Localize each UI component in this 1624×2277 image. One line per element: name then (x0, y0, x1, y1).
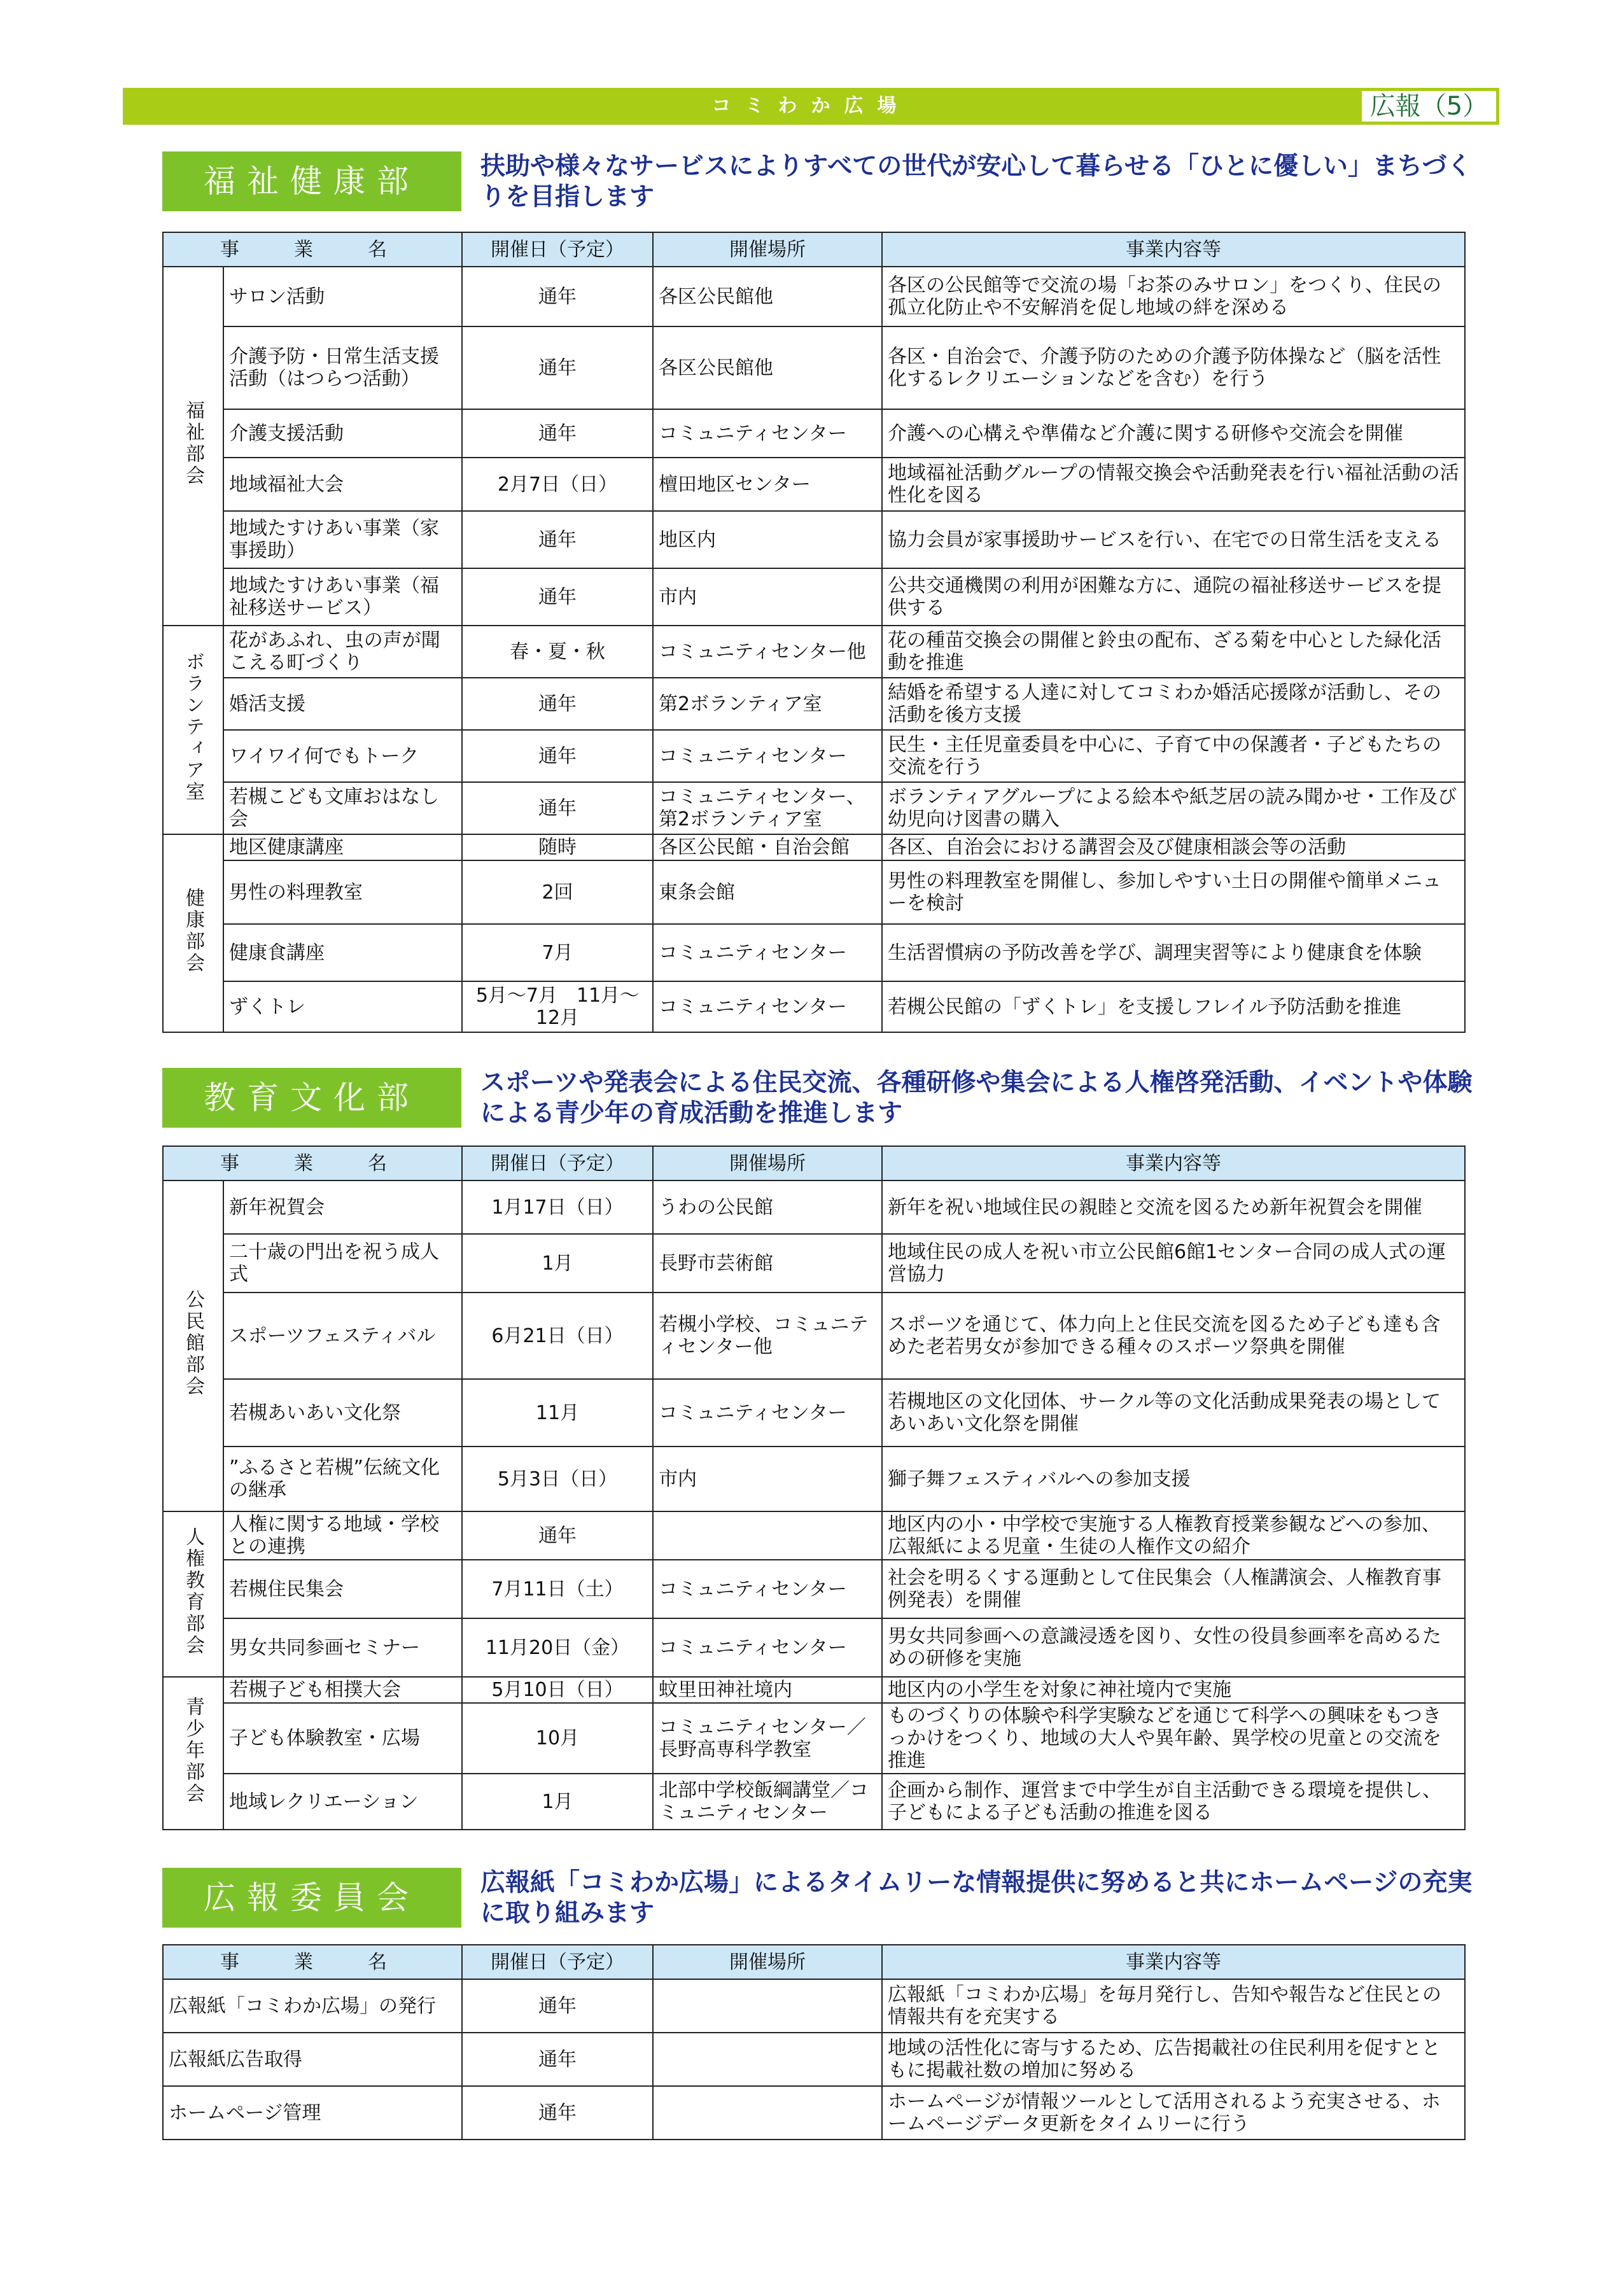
cell-date: 1月 (462, 1234, 653, 1293)
cell-date: 通年 (462, 1511, 653, 1560)
newsletter-name: コミわか広場 (711, 95, 911, 117)
table-row (163, 1447, 1465, 1511)
cell-desc: 各区・自治会で、介護予防のための介護予防体操など（脳を活性化するレクリエーションなどを含む）を行う (882, 326, 1465, 409)
group-label-cell (163, 1677, 223, 1830)
welfare-table (162, 232, 1466, 1033)
cell-date: 1月17日（日） (462, 1181, 653, 1234)
table-header-row (163, 1945, 1465, 1979)
table-row (163, 1181, 1465, 1234)
table-row (163, 834, 1465, 860)
cell-place: 市内 (653, 1447, 882, 1511)
cell-date: 11月 (462, 1379, 653, 1447)
cell-place: コミュニティセンター他 (653, 626, 882, 678)
group-label: ボランティア室 (182, 652, 204, 803)
table-row (163, 924, 1465, 981)
cell-desc: 広報紙「コミわか広場」を毎月発行し、告知や報告など住民との情報共有を充実する (882, 1979, 1465, 2033)
cell-date: 6月21日（日） (462, 1293, 653, 1379)
page-tag: 広報（5） (1359, 88, 1499, 125)
cell-desc: 獅子舞フェスティバルへの参加支援 (882, 1447, 1465, 1511)
table-row (163, 1703, 1465, 1774)
group-label: 福祉部会 (182, 400, 204, 487)
cell-desc: 各区、自治会における講習会及び健康相談会等の活動 (882, 834, 1465, 860)
cell-date: 通年 (462, 678, 653, 730)
table-row (163, 1618, 1465, 1677)
cell-desc: 協力会員が家事援助サービスを行い、在宅での日常生活を支える (882, 511, 1465, 568)
cell-name: 新年祝賀会 (223, 1181, 462, 1234)
cell-name: 広報紙広告取得 (163, 2033, 462, 2086)
section-title: 教育文化部 (162, 1068, 461, 1128)
cell-name: 男女共同参画セミナー (223, 1618, 462, 1677)
table-row (163, 2033, 1465, 2086)
cell-place: 北部中学校飯綱講堂／コミュニティセンター (653, 1774, 882, 1830)
cell-date: 通年 (462, 511, 653, 568)
cell-name: 若槻住民集会 (223, 1560, 462, 1618)
cell-name: 介護予防・日常生活支援活動（はつらつ活動） (223, 326, 462, 409)
cell-place: 蚊里田神社境内 (653, 1677, 882, 1703)
cell-name: 花があふれ、虫の声が聞こえる町づくり (223, 626, 462, 678)
cell-place: コミュニティセンター (653, 1618, 882, 1677)
column-header: 事 業 名 (163, 1146, 462, 1181)
cell-place (653, 2033, 882, 2086)
table-row (163, 1293, 1465, 1379)
cell-place: コミュニティセンター (653, 924, 882, 981)
cell-date: 通年 (462, 326, 653, 409)
cell-place: 長野市芸術館 (653, 1234, 882, 1293)
cell-name: 二十歳の門出を祝う成人式 (223, 1234, 462, 1293)
cell-date: 2回 (462, 860, 653, 924)
cell-place (653, 2086, 882, 2140)
table-header-row (163, 232, 1465, 267)
group-label: 人権教育部会 (182, 1527, 204, 1657)
cell-desc: 男女共同参画への意識浸透を図り、女性の役員参画率を高めるための研修を実施 (882, 1618, 1465, 1677)
cell-place: 各区公民館・自治会館 (653, 834, 882, 860)
cell-desc: 介護への心構えや準備など介護に関する研修や交流会を開催 (882, 409, 1465, 458)
cell-place: コミュニティセンター (653, 1379, 882, 1447)
column-header: 開催日（予定） (462, 232, 653, 267)
table-row (163, 1774, 1465, 1830)
table-row (163, 1511, 1465, 1560)
group-label: 青少年部会 (182, 1697, 204, 1805)
cell-name: 地区健康講座 (223, 834, 462, 860)
cell-date: 10月 (462, 1703, 653, 1774)
cell-place: 若槻小学校、コミュニティセンター他 (653, 1293, 882, 1379)
cell-date: 通年 (462, 2086, 653, 2140)
cell-desc: 社会を明るくする運動として住民集会（人権講演会、人権教育事例発表）を開催 (882, 1560, 1465, 1618)
cell-place: コミュニティセンター (653, 409, 882, 458)
cell-place: 東条会館 (653, 860, 882, 924)
cell-name: ワイワイ何でもトーク (223, 730, 462, 782)
table-row (163, 860, 1465, 924)
cell-name: 地域たすけあい事業（家事援助） (223, 511, 462, 568)
cell-desc: 各区の公民館等で交流の場「お茶のみサロン」をつくり、住民の孤立化防止や不安解消を促し地域の絆を深める (882, 267, 1465, 326)
cell-place (653, 1511, 882, 1560)
cell-name: 婚活支援 (223, 678, 462, 730)
cell-date: 7月11日（土） (462, 1560, 653, 1618)
column-header: 事 業 名 (163, 1945, 462, 1979)
cell-name: 地域たすけあい事業（福祉移送サービス） (223, 568, 462, 626)
cell-name: 男性の料理教室 (223, 860, 462, 924)
table-row (163, 1677, 1465, 1703)
section-title: 広報委員会 (162, 1868, 461, 1928)
table-row (163, 458, 1465, 511)
cell-date: 7月 (462, 924, 653, 981)
table-row (163, 267, 1465, 326)
cell-desc: 地域福祉活動グループの情報交換会や活動発表を行い福祉活動の活性化を図る (882, 458, 1465, 511)
cell-place: うわの公民館 (653, 1181, 882, 1234)
header-bar (123, 88, 1499, 125)
cell-desc: ボランティアグループによる絵本や紙芝居の読み聞かせ・工作及び幼児向け図書の購入 (882, 782, 1465, 834)
cell-desc: 企画から制作、運営まで中学生が自主活動できる環境を提供し、子どもによる子ども活動の推進を図る (882, 1774, 1465, 1830)
cell-place: 第2ボランティア室 (653, 678, 882, 730)
cell-place (653, 1979, 882, 2033)
cell-desc: ホームページが情報ツールとして活用されるよう充実させる、ホームページデータ更新をタイムリーに行う (882, 2086, 1465, 2140)
cell-name: 人権に関する地域・学校との連携 (223, 1511, 462, 1560)
table-row (163, 511, 1465, 568)
table-header-row (163, 1146, 1465, 1181)
cell-desc: 民生・主任児童委員を中心に、子育て中の保護者・子どもたちの交流を行う (882, 730, 1465, 782)
cell-date: 11月20日（金） (462, 1618, 653, 1677)
table-row (163, 1379, 1465, 1447)
cell-date: 5月～7月 11月～12月 (462, 981, 653, 1032)
cell-desc: 男性の料理教室を開催し、参加しやすい土日の開催や簡単メニューを検討 (882, 860, 1465, 924)
group-label-cell (163, 1511, 223, 1677)
cell-name: 広報紙「コミわか広場」の発行 (163, 1979, 462, 2033)
table-row (163, 409, 1465, 458)
cell-place: コミュニティセンター／長野高専科学教室 (653, 1703, 882, 1774)
table-row (163, 782, 1465, 834)
cell-name: 健康食講座 (223, 924, 462, 981)
cell-name: 若槻こども文庫おはなし会 (223, 782, 462, 834)
cell-name: 介護支援活動 (223, 409, 462, 458)
cell-date: 通年 (462, 782, 653, 834)
group-label-cell (163, 626, 223, 834)
cell-place: コミュニティセンター (653, 981, 882, 1032)
section-tagline: スポーツや発表会による住民交流、各種研修や集会による人権啓発活動、イベントや体験による青少年の育成活動を推進します (480, 1068, 1473, 1128)
group-label-cell (163, 267, 223, 626)
column-header: 開催日（予定） (462, 1146, 653, 1181)
table-row (163, 568, 1465, 626)
cell-name: ずくトレ (223, 981, 462, 1032)
cell-name: 若槻子ども相撲大会 (223, 1677, 462, 1703)
cell-name: スポーツフェスティバル (223, 1293, 462, 1379)
column-header: 開催場所 (653, 1146, 882, 1181)
table-row (163, 326, 1465, 409)
cell-date: 2月7日（日） (462, 458, 653, 511)
cell-desc: ものづくりの体験や科学実験などを通じて科学への興味をもつきっかけをつくり、地域の大人や異年齢、異学校の児童との交流を推進 (882, 1703, 1465, 1774)
cell-desc: 若槻公民館の「ずくトレ」を支援しフレイル予防活動を推進 (882, 981, 1465, 1032)
column-header: 開催場所 (653, 1945, 882, 1979)
cell-desc: 若槻地区の文化団体、サークル等の文化活動成果発表の場としてあいあい文化祭を開催 (882, 1379, 1465, 1447)
table-row (163, 1234, 1465, 1293)
table-row (163, 626, 1465, 678)
cell-name: サロン活動 (223, 267, 462, 326)
cell-place: 各区公民館他 (653, 326, 882, 409)
cell-place: 檀田地区センター (653, 458, 882, 511)
table-row (163, 981, 1465, 1032)
column-header: 開催日（予定） (462, 1945, 653, 1979)
column-header: 事業内容等 (882, 1945, 1465, 1979)
cell-desc: 新年を祝い地域住民の親睦と交流を図るため新年祝賀会を開催 (882, 1181, 1465, 1234)
cell-date: 5月10日（日） (462, 1677, 653, 1703)
cell-desc: 結婚を希望する人達に対してコミわか婚活応援隊が活動し、その活動を後方支援 (882, 678, 1465, 730)
table-row (163, 2086, 1465, 2140)
cell-name: ”ふるさと若槻”伝統文化の継承 (223, 1447, 462, 1511)
cell-desc: 公共交通機関の利用が困難な方に、通院の福祉移送サービスを提供する (882, 568, 1465, 626)
cell-date: 5月3日（日） (462, 1447, 653, 1511)
cell-name: ホームページ管理 (163, 2086, 462, 2140)
cell-desc: 地区内の小・中学校で実施する人権教育授業参観などへの参加、広報紙による児童・生徒の人権作文の紹介 (882, 1511, 1465, 1560)
cell-date: 通年 (462, 730, 653, 782)
group-label: 健康部会 (182, 887, 204, 974)
table-row (163, 1560, 1465, 1618)
cell-place: コミュニティセンター、第2ボランティア室 (653, 782, 882, 834)
cell-desc: 生活習慣病の予防改善を学び、調理実習等により健康食を体験 (882, 924, 1465, 981)
cell-desc: 地区内の小学生を対象に神社境内で実施 (882, 1677, 1465, 1703)
cell-desc: スポーツを通じて、体力向上と住民交流を図るため子ども達も含めた老若男女が参加できる種々のスポーツ祭典を開催 (882, 1293, 1465, 1379)
table-row (163, 730, 1465, 782)
section-tagline: 広報紙「コミわか広場」によるタイムリーな情報提供に努めると共にホームページの充実に取り組みます (480, 1868, 1473, 1928)
column-header: 事 業 名 (163, 232, 462, 267)
table-row (163, 1979, 1465, 2033)
cell-date: 通年 (462, 1979, 653, 2033)
cell-desc: 花の種苗交換会の開催と鈴虫の配布、ざる菊を中心とした緑化活動を推進 (882, 626, 1465, 678)
cell-date: 通年 (462, 409, 653, 458)
cell-place: 各区公民館他 (653, 267, 882, 326)
section-tagline: 扶助や様々なサービスによりすべての世代が安心して暮らせる「ひとに優しい」まちづくりを目指します (480, 152, 1472, 211)
cell-name: 地域福祉大会 (223, 458, 462, 511)
cell-place: コミュニティセンター (653, 730, 882, 782)
cell-date: 春・夏・秋 (462, 626, 653, 678)
cell-desc: 地域の活性化に寄与するため、広告掲載社の住民利用を促すとともに掲載社数の増加に努める (882, 2033, 1465, 2086)
cell-place: 地区内 (653, 511, 882, 568)
section-title: 福祉健康部 (162, 151, 461, 211)
cell-place: 市内 (653, 568, 882, 626)
table-row (163, 678, 1465, 730)
cell-date: 通年 (462, 267, 653, 326)
education-table (162, 1146, 1466, 1830)
group-label: 公民館部会 (182, 1289, 204, 1398)
cell-name: 若槻あいあい文化祭 (223, 1379, 462, 1447)
column-header: 事業内容等 (882, 232, 1465, 267)
cell-date: 通年 (462, 568, 653, 626)
column-header: 開催場所 (653, 232, 882, 267)
cell-place: コミュニティセンター (653, 1560, 882, 1618)
cell-name: 地域レクリエーション (223, 1774, 462, 1830)
cell-date: 1月 (462, 1774, 653, 1830)
pr-table (162, 1944, 1466, 2140)
group-label-cell (163, 1181, 223, 1511)
cell-desc: 地域住民の成人を祝い市立公民館6館1センター合同の成人式の運営協力 (882, 1234, 1465, 1293)
column-header: 事業内容等 (882, 1146, 1465, 1181)
cell-date: 通年 (462, 2033, 653, 2086)
cell-name: 子ども体験教室・広場 (223, 1703, 462, 1774)
cell-date: 随時 (462, 834, 653, 860)
group-label-cell (163, 834, 223, 1032)
